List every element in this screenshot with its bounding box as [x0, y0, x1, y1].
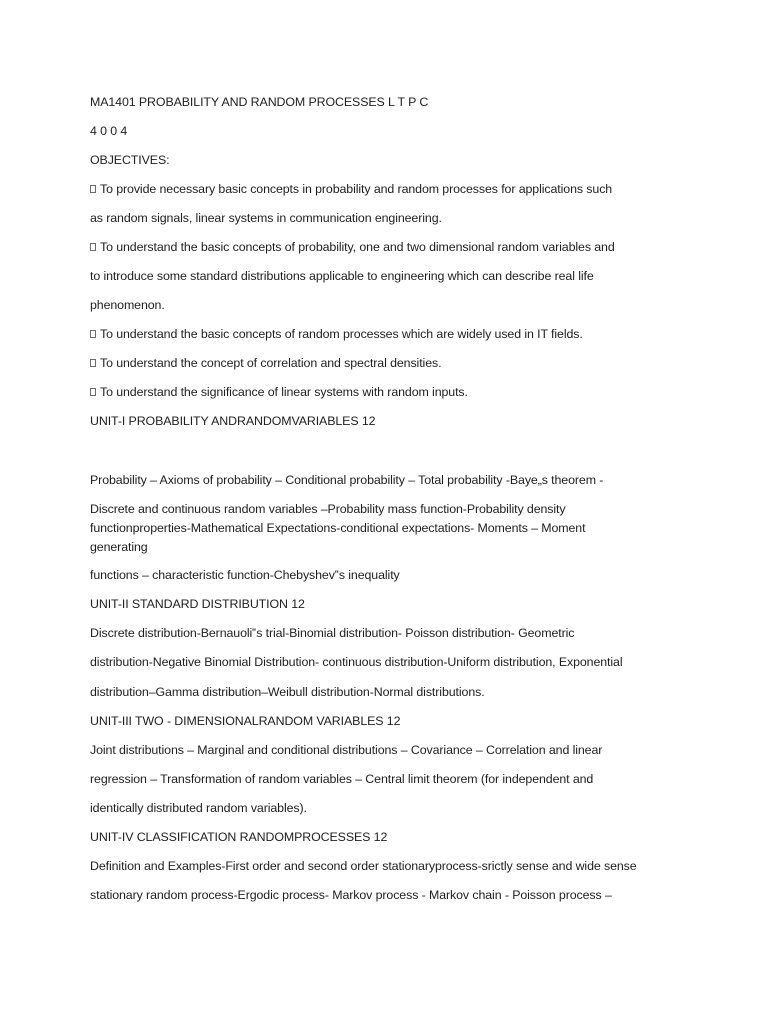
objective-text: To understand the basic concepts of probability, one and two dimensional random variables and	[100, 240, 615, 254]
body-line: identically distributed random variables).	[90, 801, 307, 815]
unit-heading: UNIT-III TWO - DIMENSIONALRANDOM VARIABLES 12	[90, 714, 401, 728]
body-line: regression – Transformation of random variables – Central limit theorem (for independent and	[90, 772, 594, 786]
body-line: Definition and Examples-First order and second order stationaryprocess-srictly sense and wide sense	[90, 859, 637, 873]
objective-text: To understand the basic concepts of random processes which are widely used in IT fields.	[100, 327, 583, 341]
body-line: distribution-Negative Binomial Distribution- continuous distribution-Uniform distribution, Exponential	[90, 655, 623, 669]
body-line: phenomenon.	[90, 298, 165, 312]
bullet-icon	[90, 359, 96, 367]
objective-item	[90, 181, 612, 197]
unit-heading: UNIT-II STANDARD DISTRIBUTION 12	[90, 597, 305, 611]
unit-heading: UNIT-IV CLASSIFICATION RANDOMPROCESSES 12	[90, 830, 388, 844]
bullet-icon	[90, 388, 96, 396]
bullet-icon	[90, 330, 96, 338]
objective-item	[90, 384, 468, 400]
objective-item	[90, 239, 615, 255]
bullet-icon	[90, 185, 96, 193]
objective-item	[90, 326, 583, 342]
body-line: distribution–Gamma distribution–Weibull distribution-Normal distributions.	[90, 685, 485, 699]
body-line: as random signals, linear systems in communication engineering.	[90, 211, 442, 225]
body-line: Discrete distribution-Bernauoli‟s trial-Binomial distribution- Poisson distribution- Geometric	[90, 626, 575, 640]
body-line: Joint distributions – Marginal and conditional distributions – Covariance – Correlation and linear	[90, 743, 603, 757]
body-line: functionproperties-Mathematical Expectations-conditional expectations- Moments – Moment	[90, 521, 586, 535]
body-line: Discrete and continuous random variables –Probability mass function-Probability density	[90, 502, 566, 516]
body-line: generating	[90, 540, 148, 554]
objective-text: To provide necessary basic concepts in probability and random processes for applications such	[100, 182, 613, 196]
objective-item	[90, 355, 441, 371]
body-line: stationary random process-Ergodic process- Markov process - Markov chain - Poisson process –	[90, 888, 612, 902]
body-line: to introduce some standard distributions applicable to engineering which can describe real life	[90, 269, 594, 283]
objectives-heading: OBJECTIVES:	[90, 153, 170, 167]
course-title: MA1401 PROBABILITY AND RANDOM PROCESSES L T P C	[90, 95, 429, 109]
bullet-icon	[90, 243, 96, 251]
body-line: functions – characteristic function-Chebyshev‟s inequality	[90, 568, 400, 582]
objective-text: To understand the significance of linear systems with random inputs.	[100, 385, 468, 399]
ltpc-values: 4 0 0 4	[90, 124, 128, 138]
body-line: Probability – Axioms of probability – Conditional probability – Total probability -Baye„s theorem -	[90, 473, 604, 487]
objective-text: To understand the concept of correlation and spectral densities.	[100, 356, 442, 370]
unit-heading: UNIT-I PROBABILITY ANDRANDOMVARIABLES 12	[90, 414, 376, 428]
